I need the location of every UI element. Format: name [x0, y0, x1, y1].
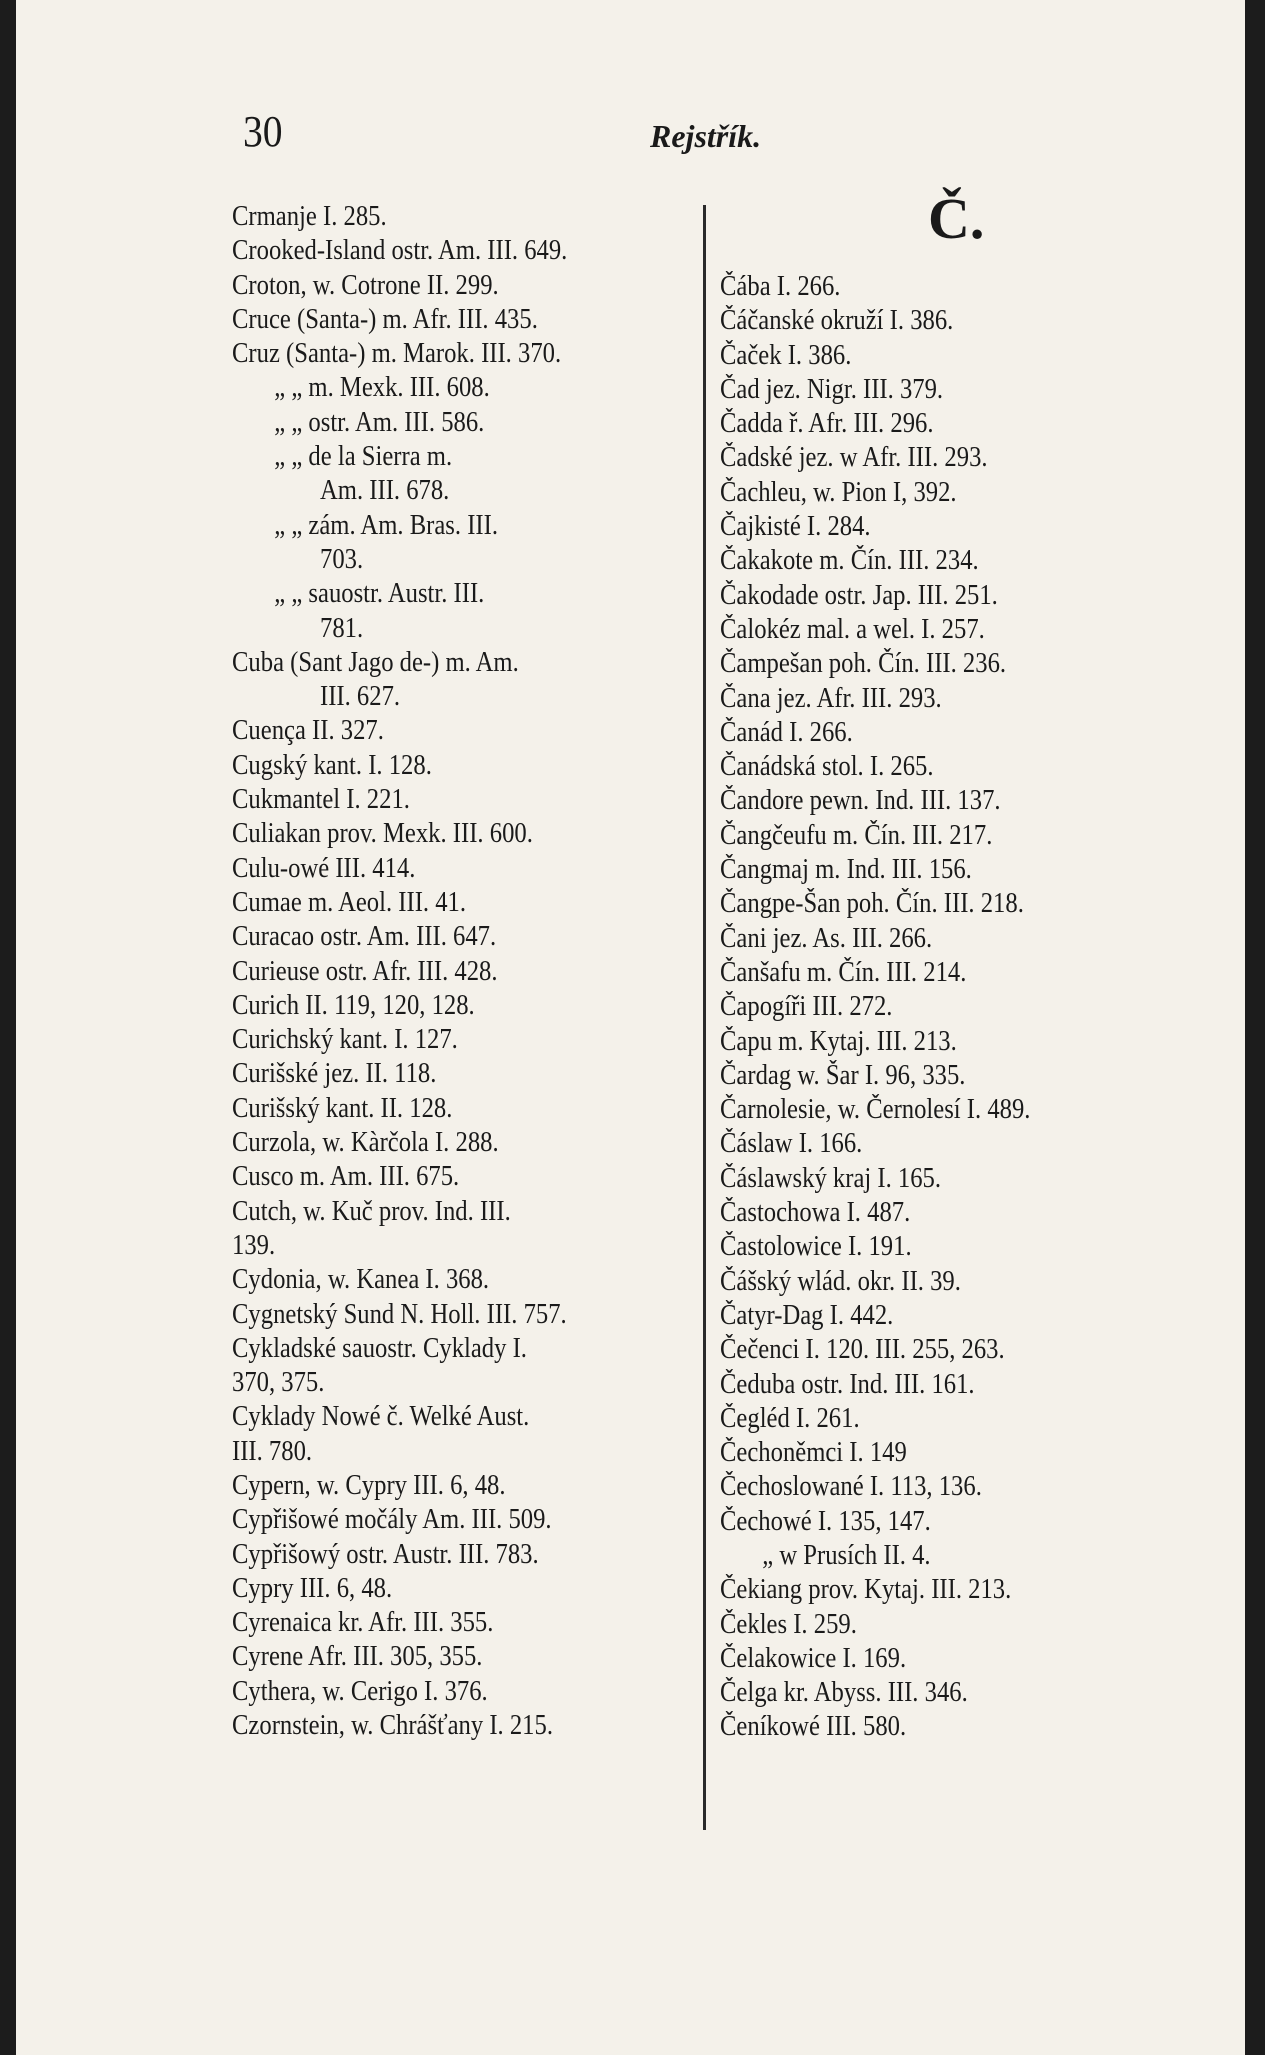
index-column-left [232, 200, 682, 1743]
index-entry: Čakakote m. Čín. III. 234. [720, 545, 979, 577]
index-entry: Čangpe-Šan poh. Čín. III. 218. [720, 888, 1024, 920]
index-entry: „ „ zám. Am. Bras. III. [274, 509, 498, 541]
index-entry: Čajkisté I. 284. [720, 511, 871, 543]
index-entry: Čadda ř. Afr. III. 296. [720, 408, 934, 440]
index-entry: Cruz (Santa-) m. Marok. III. 370. [232, 338, 562, 370]
index-entry: 139. [232, 1229, 276, 1261]
index-entry: Čachleu, w. Pion I, 392. [720, 476, 957, 508]
index-entry: Čechoněmci I. 149 [720, 1437, 907, 1469]
index-entry: Čangmaj m. Ind. III. 156. [720, 854, 972, 886]
index-entry: Cruce (Santa-) m. Afr. III. 435. [232, 303, 538, 335]
index-entry: Čegléd I. 261. [720, 1402, 860, 1434]
index-entry: Cuença II. 327. [232, 715, 384, 747]
index-entry: Čani jez. As. III. 266. [720, 922, 933, 954]
index-entry: Čáčanské okruží I. 386. [720, 305, 954, 337]
index-entry: Culiakan prov. Mexk. III. 600. [232, 818, 533, 850]
index-entry: Curieuse ostr. Afr. III. 428. [232, 955, 498, 987]
index-entry: Curišské jez. II. 118. [232, 1058, 437, 1090]
index-entry: Čelakowice I. 169. [720, 1642, 907, 1674]
index-entry: Čapu m. Kytaj. III. 213. [720, 1025, 957, 1057]
index-entry: Čeníkowé III. 580. [720, 1711, 907, 1743]
index-entry: Častochowa I. 487. [720, 1197, 911, 1229]
index-entry: Častolowice I. 191. [720, 1231, 912, 1263]
index-entry: Curišský kant. II. 128. [232, 1092, 453, 1124]
index-entry: Čakodade ostr. Jap. III. 251. [720, 579, 998, 611]
index-entry: Crooked-Island ostr. Am. III. 649. [232, 235, 568, 267]
index-entry: Čeduba ostr. Ind. III. 161. [720, 1368, 975, 1400]
index-entry: 370, 375. [232, 1367, 325, 1399]
index-entry: Čampešan poh. Čín. III. 236. [720, 648, 1007, 680]
index-entry: Čekles I. 259. [720, 1608, 857, 1640]
index-entry: Čanádská stol. I. 265. [720, 751, 934, 783]
index-entry: Čekiang prov. Kytaj. III. 213. [720, 1574, 1012, 1606]
index-entry: Cyrenaica kr. Afr. III. 355. [232, 1607, 494, 1639]
index-entry: Cusco m. Am. III. 675. [232, 1161, 460, 1193]
index-entry: Cygnetský Sund N. Holl. III. 757. [232, 1298, 567, 1330]
index-entry: III. 780. [232, 1435, 313, 1467]
index-entry: Cyrene Afr. III. 305, 355. [232, 1641, 483, 1673]
index-entry: Czornstein, w. Chrášťany I. 215. [232, 1710, 553, 1742]
scan-right-border [1245, 0, 1265, 2055]
index-entry: Čechowé I. 135, 147. [720, 1505, 931, 1537]
index-entry: 703. [320, 543, 364, 575]
scan-left-border [0, 0, 16, 2055]
index-entry: Čanšafu m. Čín. III. 214. [720, 956, 967, 988]
index-entry: Čadské jez. w Afr. III. 293. [720, 442, 988, 474]
index-entry: Čardag w. Šar I. 96, 335. [720, 1059, 966, 1091]
index-entry: Cumae m. Aeol. III. 41. [232, 886, 467, 918]
index-entry: „ „ sauostr. Austr. III. [274, 578, 485, 610]
index-entry: Cugský kant. I. 128. [232, 749, 432, 781]
index-entry: Čandore pewn. Ind. III. 137. [720, 785, 1001, 817]
index-entry: Čangčeufu m. Čín. III. 217. [720, 819, 993, 851]
index-entry: „ „ ostr. Am. III. 586. [274, 406, 485, 438]
index-entry: Čáslawský kraj I. 165. [720, 1162, 942, 1194]
index-entry: Čáslaw I. 166. [720, 1128, 863, 1160]
index-entry: Cyklady Nowé č. Welké Aust. [232, 1401, 530, 1433]
index-entry: „ w Prusích II. 4. [762, 1539, 931, 1571]
index-entry: „ „ de la Sierra m. [274, 441, 453, 473]
index-entry: Čaček I. 386. [720, 339, 852, 371]
index-column-right [720, 270, 1180, 1745]
index-entry: Čad jez. Nigr. III. 379. [720, 373, 944, 405]
index-entry: Čatyr-Dag I. 442. [720, 1299, 894, 1331]
index-entry: 781. [320, 612, 364, 644]
index-entry: Cythera, w. Cerigo I. 376. [232, 1675, 488, 1707]
index-entry: Curichský kant. I. 127. [232, 1024, 458, 1056]
index-entry: „ „ m. Mexk. III. 608. [274, 372, 490, 404]
index-entry: Čába I. 266. [720, 271, 841, 302]
index-entry: Cypřišowé močály Am. III. 509. [232, 1504, 552, 1536]
running-title: Rejstřík. [650, 118, 762, 154]
index-entry: Cykladské sauostr. Cyklady I. [232, 1332, 527, 1364]
index-entry: Cuba (Sant Jago de-) m. Am. [232, 646, 519, 678]
index-entry: Cydonia, w. Kanea I. 368. [232, 1264, 490, 1296]
section-letter-heading: Č. [928, 186, 985, 251]
index-entry: Curacao ostr. Am. III. 647. [232, 921, 497, 953]
index-entry: Am. III. 678. [320, 475, 450, 507]
index-entry: Cypřišowý ostr. Austr. III. 783. [232, 1538, 539, 1570]
index-entry: Čalokéz mal. a wel. I. 257. [720, 613, 985, 645]
index-entry: Čechoslowané I. 113, 136. [720, 1471, 982, 1503]
index-entry: Čášský wlád. okr. II. 39. [720, 1265, 961, 1297]
index-entry: Crmanje I. 285. [232, 201, 387, 232]
index-entry: Cukmantel I. 221. [232, 784, 410, 816]
index-entry: Čana jez. Afr. III. 293. [720, 682, 942, 714]
index-entry: Cypry III. 6, 48. [232, 1572, 393, 1604]
index-entry: III. 627. [320, 681, 401, 713]
index-entry: Culu-owé III. 414. [232, 852, 416, 884]
index-entry: Cypern, w. Cypry III. 6, 48. [232, 1469, 506, 1501]
index-entry: Čanád I. 266. [720, 716, 853, 748]
index-entry: Curich II. 119, 120, 128. [232, 989, 475, 1021]
index-entry: Čarnolesie, w. Černolesí I. 489. [720, 1094, 1031, 1126]
index-entry: Čelga kr. Abyss. III. 346. [720, 1677, 968, 1709]
column-divider [703, 205, 706, 1830]
index-entry: Croton, w. Cotrone II. 299. [232, 269, 499, 301]
index-entry: Cutch, w. Kuč prov. Ind. III. [232, 1195, 511, 1227]
index-entry: Curzola, w. Kàrčola I. 288. [232, 1127, 499, 1159]
page-number: 30 [243, 107, 283, 156]
index-entry: Čečenci I. 120. III. 255, 263. [720, 1334, 1005, 1366]
index-entry: Čapogíři III. 272. [720, 991, 893, 1023]
